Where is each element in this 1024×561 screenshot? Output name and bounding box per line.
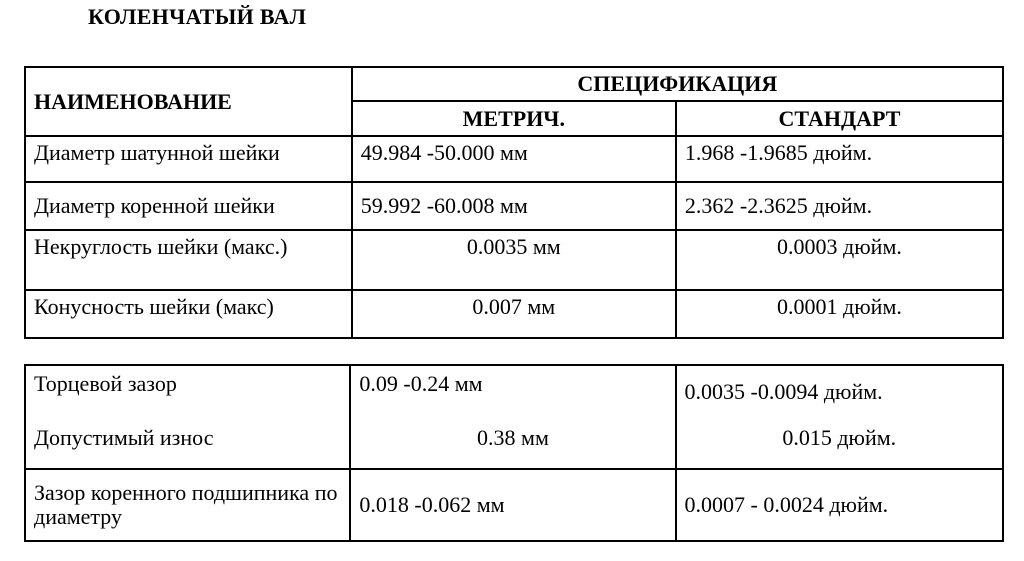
row-standard: 0.015 дюйм.: [782, 425, 897, 450]
row-standard: 0.0007 - 0.0024 дюйм.: [676, 469, 1003, 541]
row-name: Допустимый износ: [34, 425, 214, 450]
crankshaft-spec-table: [24, 66, 1004, 339]
table-row: [25, 136, 1003, 182]
column-header-metric: МЕТРИЧ.: [352, 101, 676, 136]
row-standard: 0.0003 дюйм.: [676, 230, 1003, 290]
row-metric: 0.38 мм: [477, 425, 549, 450]
row-standard: 1.968 -1.9685 дюйм.: [676, 136, 1003, 182]
row-standard: 2.362 -2.3625 дюйм.: [676, 182, 1003, 230]
crankshaft-clearance-table: [24, 364, 1004, 542]
column-header-standard: СТАНДАРТ: [676, 101, 1003, 136]
row-metric: 0.0035 мм: [352, 230, 676, 290]
row-metric: 0.018 -0.062 мм: [350, 469, 675, 541]
row-name: Некруглость шейки (макс.): [25, 230, 352, 290]
table-row: [25, 182, 1003, 230]
row-name: Диаметр шатунной шейки: [25, 136, 352, 182]
column-header-spec: СПЕЦИФИКАЦИЯ: [352, 67, 1003, 101]
row-metric: 0.007 мм: [352, 290, 676, 338]
table-row: [25, 290, 1003, 338]
row-standard: 0.0035 -0.0094 дюйм.: [684, 379, 883, 404]
row-metric: 0.09 -0.24 мм: [359, 371, 483, 396]
row-standard: 0.0001 дюйм.: [676, 290, 1003, 338]
row-metric: 59.992 -60.008 мм: [352, 182, 676, 230]
table-row: [25, 230, 1003, 290]
row-metric: 49.984 -50.000 мм: [352, 136, 676, 182]
row-name: Торцевой зазор: [34, 371, 177, 396]
column-header-name: НАИМЕНОВАНИЕ: [25, 67, 352, 136]
table-row: [25, 365, 1003, 469]
row-name: Зазор коренного подшипника по диаметру: [25, 469, 350, 541]
page-title: КОЛЕНЧАТЫЙ ВАЛ: [88, 4, 307, 29]
table-row: [25, 469, 1003, 541]
row-name: Диаметр коренной шейки: [25, 182, 352, 230]
row-name: Конусность шейки (макс): [25, 290, 352, 338]
